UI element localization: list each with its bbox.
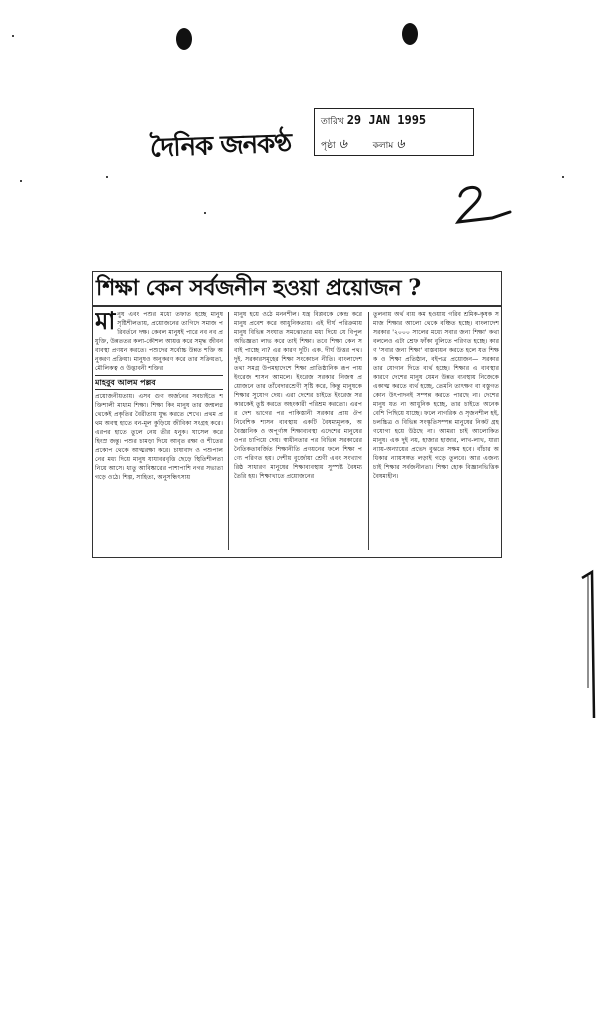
column-divider [368,312,369,550]
article-headline: শিক্ষা কেন সর্বজনীন হওয়া প্রয়োজন ? [96,275,421,301]
stamp-page-label: পৃষ্ঠা [321,141,336,151]
article-intro: নুষ এবং পশুর মধ্যে তফাত হচ্ছে মানুষ সৃষ্টিশীলতায়, প্রয়োজনের তাগিদে সমাজ পরিবর্তনে দক্ষ। কেবল মানুষই পারে নব নব প্রযুক্তি, উন্নততর কলা-কৌশল আয়ত্ত করে সমৃদ্ধ জীবন ব্যবস্থা প্রণয়ন করতে। পশুদের সর্বোচ্চ উন্নত শক্তি অনুকরণ প্রক্রিয়া। মানুষও অনুকরণ করে তার সক্রিয়তা, মৌলিকত্ব ও উদ্ভাবনী শক্তির [95,311,223,372]
archive-stamp [314,108,474,156]
article-text-col2: মানুষ হয়ে ওঠে মননশীল। যন্ত্র বিপ্লবকে কেন্দ্র করে মানুষ প্রবেশ করে আধুনিকতায়। এই দীর্ঘ পরিক্রমায় মানুষ বিভিন্ন সংঘাত সমঝোতার মধ্য দিয়ে যে বিপুল অভিজ্ঞতা লাভ করে তাই শিক্ষা। তবে শিক্ষা কেন সবাই পাচ্ছে না? এর কারণ দুটি। এক. দীর্ঘ উত্তর পথ। দুই. সরকারসমূহের শিক্ষা সংকোচন নীতি। বাংলাদেশ তথা সমগ্র উপমহাদেশে শিক্ষা প্রাতিষ্ঠানিক রূপ পায় ইংরেজ শাসন আমলে। ইংরেজ সরকার নিজস্ব প্রয়োজনে তার তাঁবেদারশ্রেণী সৃষ্টি করে, কিন্তু মানুষকে শিক্ষার সুযোগ দেয়। এরা দেশের চাইতে ইংরেজ সরকারকেই তুষ্ট করতে অহংকারী পরিশ্রম করতো। এরপর দেশ ভাগের পর পাকিস্তানী সরকার প্রায় ঔপনিবেশিক শাসন ব্যবস্থায় একটি বৈষম্যমূলক, অবৈজ্ঞানিক ও অপূর্ণাঙ্গ শিক্ষাব্যবস্থা এদেশের মানুষের ওপর চাপিয়ে দেয়। স্বাধীনতার পর বিভিন্ন সরকারের নৈতিকতাবর্জিত শিক্ষানীতি প্রণয়নের ফলে শিক্ষা পণ্যে পরিণত হয়। দেশীয় বুর্জোয়া শ্রেণী এবং সংখ্যাগরিষ্ঠ সাধারণ মানুষের শিক্ষাব্যবস্থায় সুস্পষ্ট বৈষম্য তৈরি হয়। শিক্ষাখাতে প্রয়োজনের [234,311,362,480]
article-text-col3: তুলনায় অর্থ ব্যয় কম হওয়ায় গরিব শ্রমিক-কৃষক সমাজ শিক্ষার আলো থেকে বঞ্চিত হচ্ছে। বাংলাদেশ সরকার '২০০০ সালের মধ্যে সবার জন্য শিক্ষা' কথা বললেও এটা শ্রেফ ফাঁকা বুলিতে পরিণত হচ্ছে। কারণ 'সবার জন্য শিক্ষা' বাস্তবায়ন করতে হলে যত শিক্ষক ও শিক্ষা প্রতিষ্ঠান, বইপত্র প্রয়োজন— সরকার তার যোগান দিতে ব্যর্থ হচ্ছে। শিক্ষার এ ব্যবস্থার কারণে দেশের মানুষ যেমন উন্নত ব্যবস্থায় নিজেকে একাত্ম করতে ব্যর্থ হচ্ছে, তেমনি তাৎক্ষণ বা বস্তুগত কোন উৎপাদনই সম্পন্ন করতে পারছে না। দেশের মানুষ যত না আধুনিক হচ্ছে, তার চাইতে অনেক বেশি পিছিয়ে যাচ্ছে। ফলে নাগরিক ও সৃজনশীল হই, চলচ্চিত্র ও বিভিন্ন সংস্কৃতিসম্পন্ন মানুষের নিকট গ্রহণযোগ্য হয়ে উঠছে না। আমরা চাই আলোকিত মানুষ। এক দুই নয়, হাজার হাজার, লাখ-লাখ, যারা ন্যায়-অন্যায়ের প্রভেদ বুঝতে সক্ষম হবে। বাঁচার অধিকার ন্যায়সঙ্গত লড়াই গড়ে তুলবে। আর এজন্য চাই শিক্ষার সর্বজনীনতা। শিক্ষা হোক বিজ্ঞানভিত্তিক বৈষম্যহীন। [373,311,499,480]
drop-cap: মা [95,310,116,335]
author-byline: মাহবুব আলম পল্লব [95,375,223,390]
headline-rule [93,305,501,307]
speck [12,35,14,37]
speck [20,180,22,182]
newspaper-masthead: দৈনিক জনকণ্ঠ [149,128,292,164]
article-column-1 [95,310,223,550]
article-column-2 [234,310,362,550]
punch-hole-left [176,28,192,50]
article-clipping [92,271,502,558]
article-column-3 [373,310,499,550]
scan-edge-artifact [578,568,600,728]
speck [106,176,108,178]
stamp-column-value: ৬ [396,137,405,152]
speck [204,212,206,214]
article-text-col1: প্রয়োজনীয়তায়। এসব গুণ অর্জনের সবচাইতে শক্তিশালী মাধ্যম শিক্ষা। শিক্ষা কিং মানুষ তার জন্মলগ্ন থেকেই প্রকৃতির বৈরীতায় যুদ্ধ করতে শেখে। প্রথম প্রথম অবস্থ হাতে বন-মূল কুড়িয়ে জীবিকা সংগ্রহ করে। এরপর হাতে তুলে নেয় তীর ধনুক। ঘাসেল করে হিংস্র জন্তু। পশুর চামড়া দিয়ে আবৃত রক্ষা ও শীতের প্রকোপ থেকে আত্মরক্ষা করে। চাষাবাদ ও পশুপালনের মধ্য দিয়ে মানুষ যাযাবরবৃত্তি ছেড়ে স্থিতিশীলতা নিয়ে আসে। ধাতু আবিষ্কারের পাশাপাশি নগর সভ্যতা গড়ে ওঠে। শিল্প, সাহিত্য, অনুসন্ধিৎসায় [95,393,223,481]
speck [562,176,564,178]
stamp-date: 29 JAN 1995 [346,113,427,127]
stamp-page-value: ৬ [338,137,347,152]
column-divider [228,312,229,550]
punch-hole-right [402,23,418,45]
stamp-column-label: কলাম [372,141,394,151]
stamp-date-label: তারিখ [321,117,344,127]
handwritten-page-number [452,182,512,228]
